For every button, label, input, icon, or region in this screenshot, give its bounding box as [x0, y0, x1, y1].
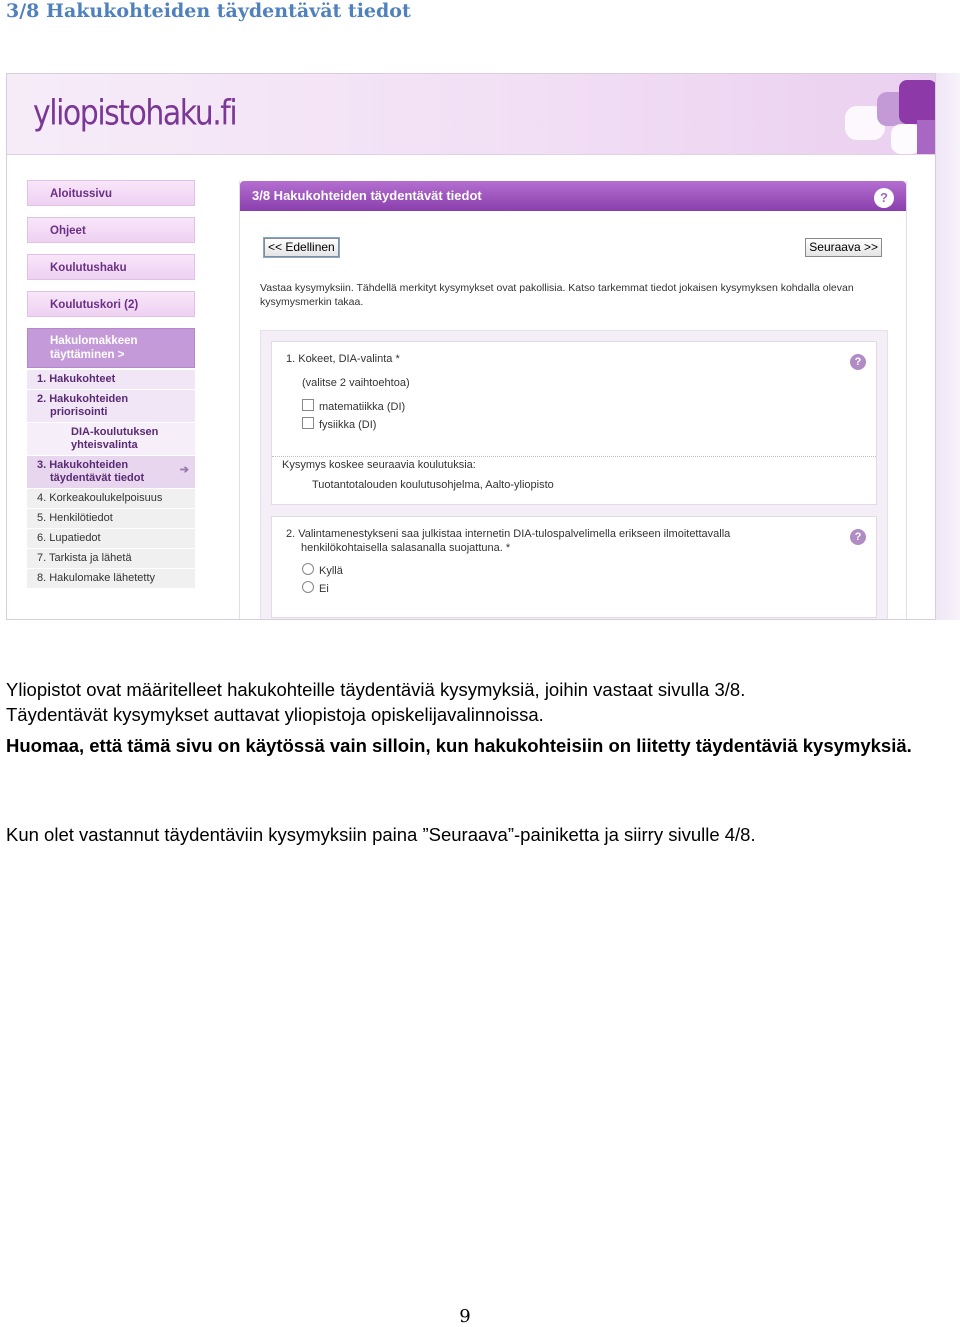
step-6[interactable]: 6. Lupatiedot	[27, 529, 195, 549]
paragraph-3: Kun olet vastannut täydentäviin kysymyksiin paina ”Seuraava”-painiketta ja siirry sivulle 4/8.	[6, 824, 756, 845]
question-2-help-icon[interactable]: ?	[850, 529, 866, 545]
nav-home[interactable]: Aloitussivu	[27, 180, 195, 206]
step-2-line2: priorisointi	[50, 406, 108, 418]
option-yes[interactable]	[302, 563, 343, 578]
header-help-icon[interactable]: ?	[874, 188, 894, 208]
question-2-title-line1: 2. Valintamenestykseni saa julkistaa internetin DIA-tulospalvelimella erikseen ilmoitettavalla	[286, 528, 731, 540]
question-1-concerns-label: Kysymys koskee seuraavia koulutuksia:	[282, 459, 476, 471]
option-yes-label: Kyllä	[319, 565, 343, 577]
step-2-dia[interactable]	[27, 423, 195, 456]
step-3-line2: täydentävät tiedot	[50, 472, 145, 484]
step-8[interactable]: 8. Hakulomake lähetetty	[27, 569, 195, 589]
screenshot-edge	[936, 73, 960, 620]
embedded-screenshot	[6, 73, 936, 620]
step-4[interactable]: 4. Korkeakoulukelpoisuus	[27, 489, 195, 509]
option-math[interactable]	[302, 399, 405, 414]
paragraph-1	[6, 677, 946, 727]
next-button[interactable]: Seuraava >>	[805, 238, 882, 257]
step-2-dia-line1: DIA-koulutuksen	[71, 426, 159, 438]
radio-yes[interactable]	[302, 563, 314, 575]
main-header-title: 3/8 Hakukohteiden täydentävät tiedot	[252, 188, 482, 203]
main-panel	[239, 181, 907, 620]
radio-no[interactable]	[302, 581, 314, 593]
option-no-label: Ei	[319, 583, 329, 595]
brand-graphic-icon	[839, 80, 936, 154]
option-physics-label: fysiikka (DI)	[319, 419, 377, 431]
step-2-line1: 2. Hakukohteiden	[37, 393, 129, 405]
option-math-label: matematiikka (DI)	[319, 401, 406, 413]
step-3-line1: 3. Hakukohteiden	[37, 459, 129, 471]
paragraph-1-line-1: Yliopistot ovat määritelleet hakukohteille täydentäviä kysymyksiä, joihin vastaat sivulla 3/8.	[6, 679, 746, 700]
document-title: 3/8 Hakukohteiden täydentävät tiedot	[6, 0, 411, 22]
checkbox-math[interactable]	[302, 399, 314, 411]
main-header	[240, 181, 906, 211]
question-1-hint: (valitse 2 vaihtoehtoa)	[302, 377, 410, 389]
checkbox-physics[interactable]	[302, 417, 314, 429]
step-2[interactable]	[27, 390, 195, 423]
paragraph-1-line-2: Täydentävät kysymykset auttavat yliopistoja opiskelijavalinnoissa.	[6, 704, 544, 725]
step-1[interactable]: 1. Hakukohteet	[27, 370, 195, 390]
nav-application-form-line1: Hakulomakkeen	[50, 335, 138, 347]
site-logo[interactable]: yliopistohaku.fi	[33, 93, 237, 134]
question-1-help-icon[interactable]: ?	[850, 354, 866, 370]
question-1	[271, 341, 877, 505]
nav-course-search[interactable]: Koulutushaku	[27, 254, 195, 280]
paragraph-2-note: Huomaa, että tämä sivu on käytössä vain silloin, kun hakukohteisiin on liitetty täydentäviä kysymyksiä.	[6, 735, 912, 756]
question-1-concerns-value: Tuotantotalouden koulutusohjelma, Aalto-yliopisto	[312, 479, 554, 491]
step-2-dia-line2: yhteisvalinta	[71, 439, 138, 451]
sidebar	[27, 180, 195, 589]
nav-course-basket[interactable]: Koulutuskori (2)	[27, 291, 195, 317]
question-1-divider	[272, 456, 876, 457]
questions-area	[260, 330, 888, 620]
page-number: 9	[459, 1306, 471, 1327]
option-no[interactable]	[302, 581, 329, 596]
form-instructions: Vastaa kysymyksiin. Tähdellä merkityt kysymykset ovat pakollisia. Katso tarkemmat tiedot jokaisen kysymyksen kohdalla olevan kysymysmerkin takaa.	[260, 282, 854, 308]
nav-application-form-line2: täyttäminen >	[50, 349, 125, 361]
site-banner	[7, 74, 936, 155]
step-3-current[interactable]	[27, 456, 195, 489]
option-physics[interactable]	[302, 417, 376, 432]
question-2	[271, 516, 877, 618]
step-7[interactable]: 7. Tarkista ja lähetä	[27, 549, 195, 569]
question-1-title: 1. Kokeet, DIA-valinta *	[286, 353, 400, 365]
step-5[interactable]: 5. Henkilötiedot	[27, 509, 195, 529]
question-2-title-line2: henkilökohtaisella salasanalla suojattuna. *	[301, 542, 511, 554]
nav-instructions[interactable]: Ohjeet	[27, 217, 195, 243]
previous-button[interactable]: << Edellinen	[264, 238, 339, 257]
current-step-arrow-icon: ➔	[179, 464, 189, 476]
nav-application-form[interactable]	[27, 328, 195, 368]
